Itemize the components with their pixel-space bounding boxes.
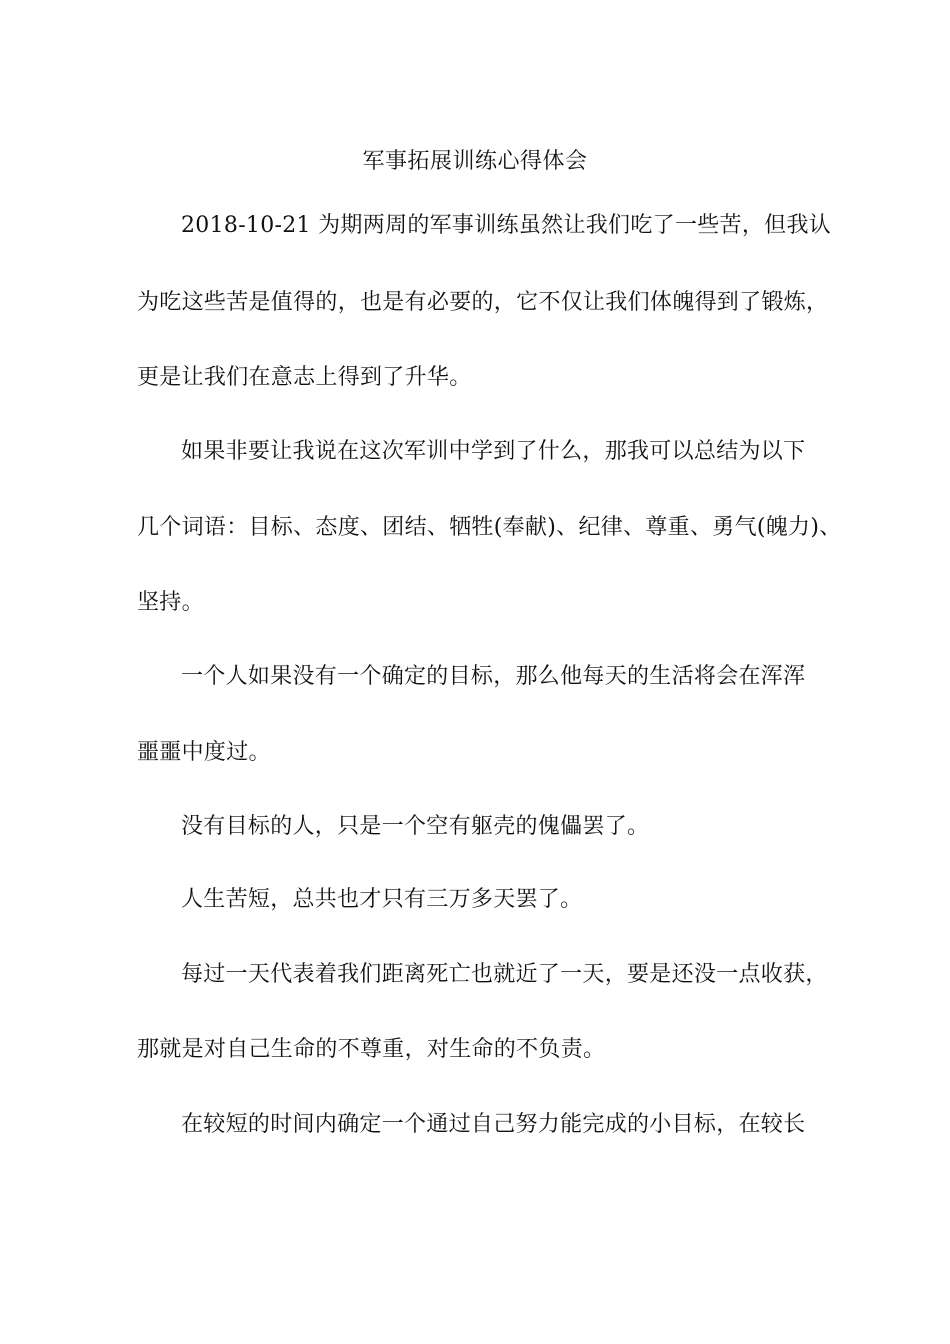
- paragraph-line: 如果非要让我说在这次军训中学到了什么，那我可以总结为以下: [181, 439, 806, 464]
- paragraph-line: 人生苦短，总共也才只有三万多天罢了。: [181, 887, 583, 912]
- paragraph-line: 每过一天代表着我们距离死亡也就近了一天，要是还没一点收获，: [181, 962, 828, 987]
- paragraph-line: 坚持。: [137, 590, 204, 615]
- paragraph-line: 一个人如果没有一个确定的目标，那么他每天的生活将会在浑浑: [181, 664, 806, 689]
- paragraph-line: 噩噩中度过。: [137, 740, 271, 765]
- paragraph-line: 没有目标的人，只是一个空有躯壳的傀儡罢了。: [181, 814, 650, 839]
- paragraph-line: 那就是对自己生命的不尊重，对生命的不负责。: [137, 1037, 606, 1062]
- paragraph-line: 几个词语：目标、态度、团结、牺牲(奉献)、纪律、尊重、勇气(魄力)、: [137, 515, 842, 540]
- document-title: 军事拓展训练心得体会: [362, 149, 588, 174]
- paragraph-line: 为吃这些苦是值得的，也是有必要的，它不仅让我们体魄得到了锻炼，: [137, 290, 829, 315]
- paragraph-line: 2018-10-21 为期两周的军事训练虽然让我们吃了一些苦，但我认: [181, 213, 832, 238]
- paragraph-line: 更是让我们在意志上得到了升华。: [137, 365, 472, 390]
- paragraph-line: 在较短的时间内确定一个通过自己努力能完成的小目标，在较长: [181, 1112, 806, 1137]
